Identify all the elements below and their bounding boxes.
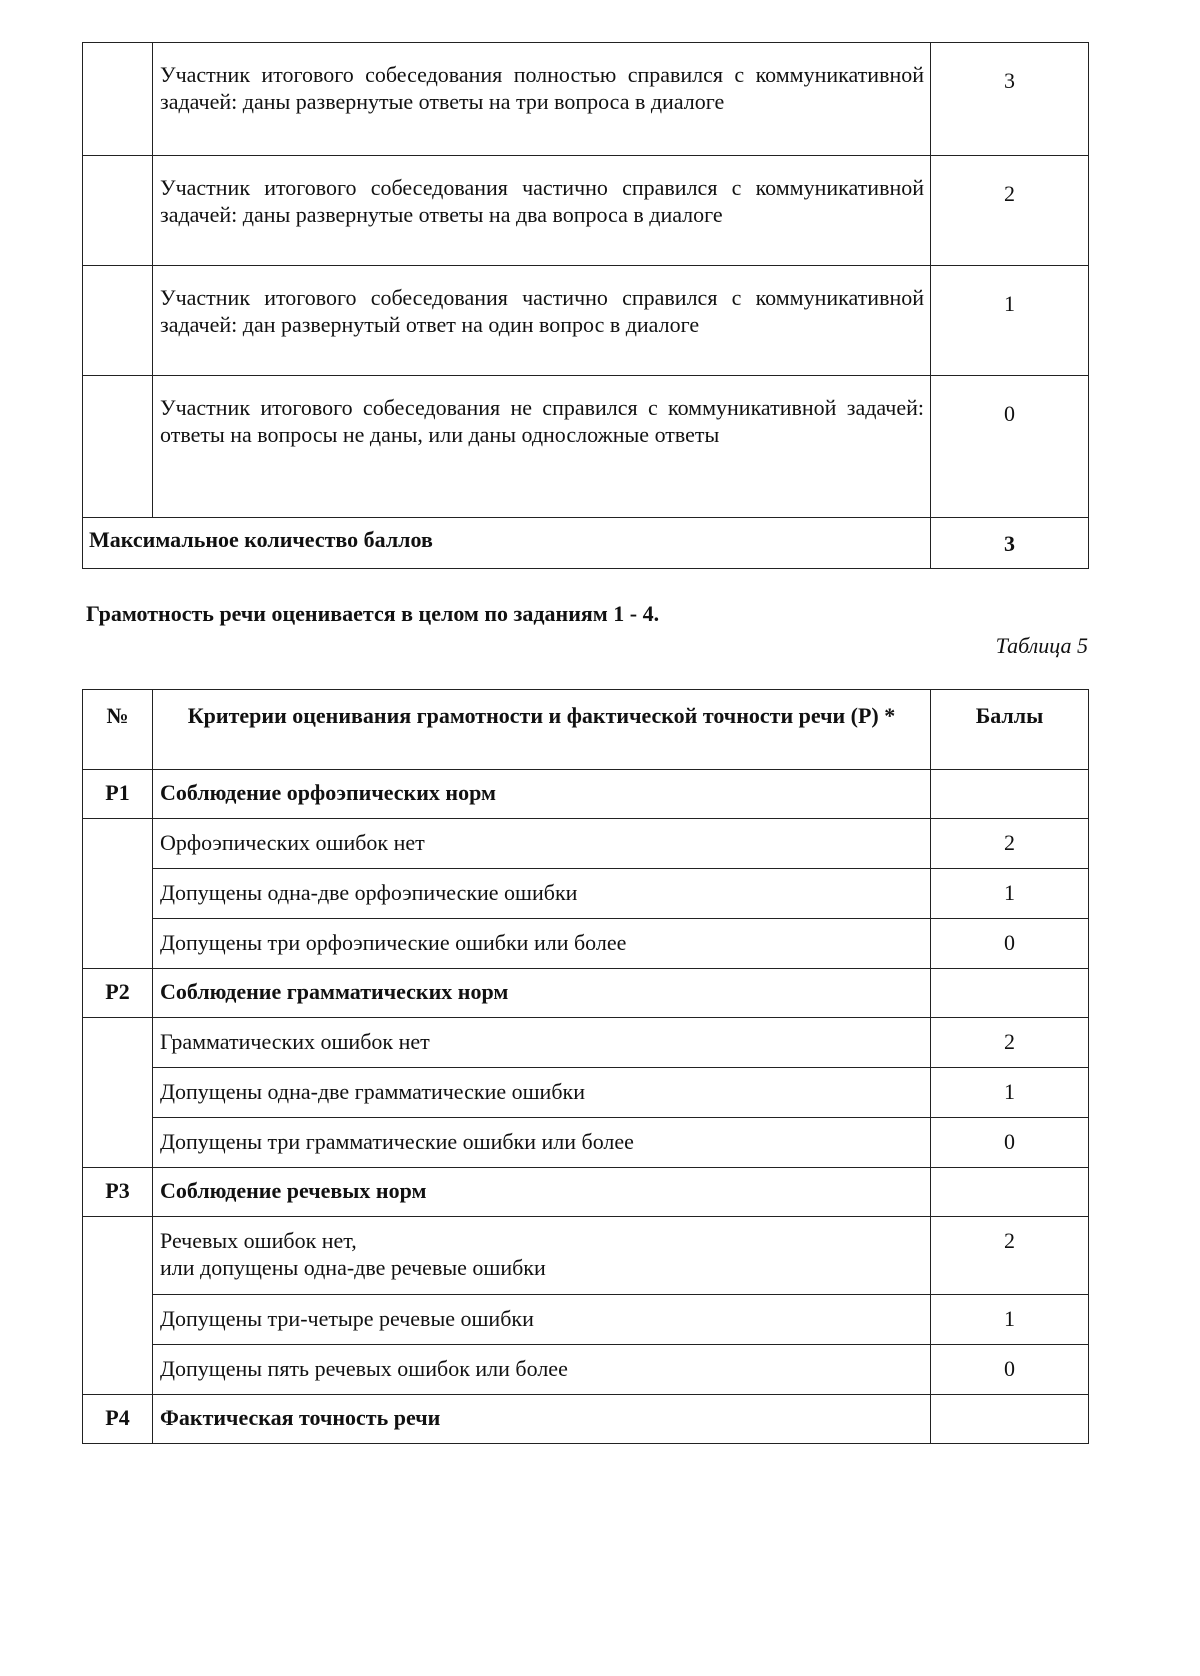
column-header-criteria: Критерии оценивания грамотности и фактической точности речи (Р) * — [153, 690, 931, 770]
option-text: Допущены три грамматические ошибки или более — [153, 1118, 931, 1168]
table-header-row — [83, 690, 1089, 770]
option-score: 0 — [931, 1345, 1089, 1395]
option-text: Грамматических ошибок нет — [153, 1018, 931, 1068]
option-row — [83, 869, 1089, 919]
option-score: 2 — [931, 1217, 1089, 1295]
table-row — [83, 376, 1089, 518]
column-header-number: № — [83, 690, 153, 770]
score-cell: 1 — [931, 266, 1089, 376]
criterion-title: Фактическая точность речи — [153, 1395, 931, 1444]
criterion-row — [83, 969, 1089, 1018]
option-text: Допущены пять речевых ошибок или более — [153, 1345, 931, 1395]
criterion-code: Р3 — [83, 1168, 153, 1217]
option-text: Орфоэпических ошибок нет — [153, 819, 931, 869]
option-text: Допущены одна-две орфоэпические ошибки — [153, 869, 931, 919]
option-text-line1: Речевых ошибок нет, — [160, 1228, 357, 1253]
score-cell: 3 — [931, 43, 1089, 156]
option-text: Допущены три-четыре речевые ошибки — [153, 1295, 931, 1345]
option-text — [153, 1217, 931, 1295]
number-cell — [83, 43, 153, 156]
criterion-description: Участник итогового собеседования частично справился с коммуникативной задачей: даны развернутые ответы на два вопроса в диалоге — [153, 156, 931, 266]
score-cell — [931, 969, 1089, 1018]
option-row — [83, 1217, 1089, 1295]
criterion-description: Участник итогового собеседования не справился с коммуникативной задачей: ответы на вопросы не даны, или даны односложные ответы — [153, 376, 931, 518]
criterion-title: Соблюдение речевых норм — [153, 1168, 931, 1217]
criterion-code: Р2 — [83, 969, 153, 1018]
criterion-code: Р4 — [83, 1395, 153, 1444]
criterion-row — [83, 1168, 1089, 1217]
criterion-description: Участник итогового собеседования полностью справился с коммуникативной задачей: даны развернутые ответы на три вопроса в диалоге — [153, 43, 931, 156]
score-cell: 2 — [931, 156, 1089, 266]
table-row — [83, 156, 1089, 266]
option-score: 2 — [931, 1018, 1089, 1068]
option-score: 0 — [931, 1118, 1089, 1168]
score-cell — [931, 770, 1089, 819]
criterion-row — [83, 770, 1089, 819]
literacy-criteria-table — [82, 689, 1089, 1444]
criterion-row — [83, 1395, 1089, 1444]
option-text-line2: или допущены одна-две речевые ошибки — [160, 1255, 546, 1280]
option-row — [83, 1295, 1089, 1345]
option-row — [83, 1345, 1089, 1395]
table-row — [83, 43, 1089, 156]
criterion-description: Участник итогового собеседования частично справился с коммуникативной задачей: дан развернутый ответ на один вопрос в диалоге — [153, 266, 931, 376]
number-cell — [83, 1217, 153, 1395]
option-score: 0 — [931, 919, 1089, 969]
score-cell — [931, 1168, 1089, 1217]
option-score: 1 — [931, 1068, 1089, 1118]
column-header-score: Баллы — [931, 690, 1089, 770]
max-score-label: Максимальное количество баллов — [83, 518, 931, 569]
max-score-value: 3 — [931, 518, 1089, 569]
option-text: Допущены три орфоэпические ошибки или более — [153, 919, 931, 969]
table-caption: Таблица 5 — [995, 633, 1088, 658]
option-row — [83, 1118, 1089, 1168]
scoring-table-continuation — [82, 42, 1089, 569]
score-cell — [931, 1395, 1089, 1444]
option-row — [83, 919, 1089, 969]
option-row — [83, 1068, 1089, 1118]
score-cell: 0 — [931, 376, 1089, 518]
table-row — [83, 266, 1089, 376]
option-score: 1 — [931, 1295, 1089, 1345]
criterion-code: Р1 — [83, 770, 153, 819]
speech-literacy-note: Грамотность речи оценивается в целом по заданиям 1 - 4. — [86, 601, 660, 626]
number-cell — [83, 266, 153, 376]
criterion-title: Соблюдение орфоэпических норм — [153, 770, 931, 819]
total-row — [83, 518, 1089, 569]
option-row — [83, 1018, 1089, 1068]
number-cell — [83, 1018, 153, 1168]
option-row — [83, 819, 1089, 869]
option-text: Допущены одна-две грамматические ошибки — [153, 1068, 931, 1118]
number-cell — [83, 156, 153, 266]
criterion-title: Соблюдение грамматических норм — [153, 969, 931, 1018]
option-score: 1 — [931, 869, 1089, 919]
option-score: 2 — [931, 819, 1089, 869]
number-cell — [83, 819, 153, 969]
number-cell — [83, 376, 153, 518]
